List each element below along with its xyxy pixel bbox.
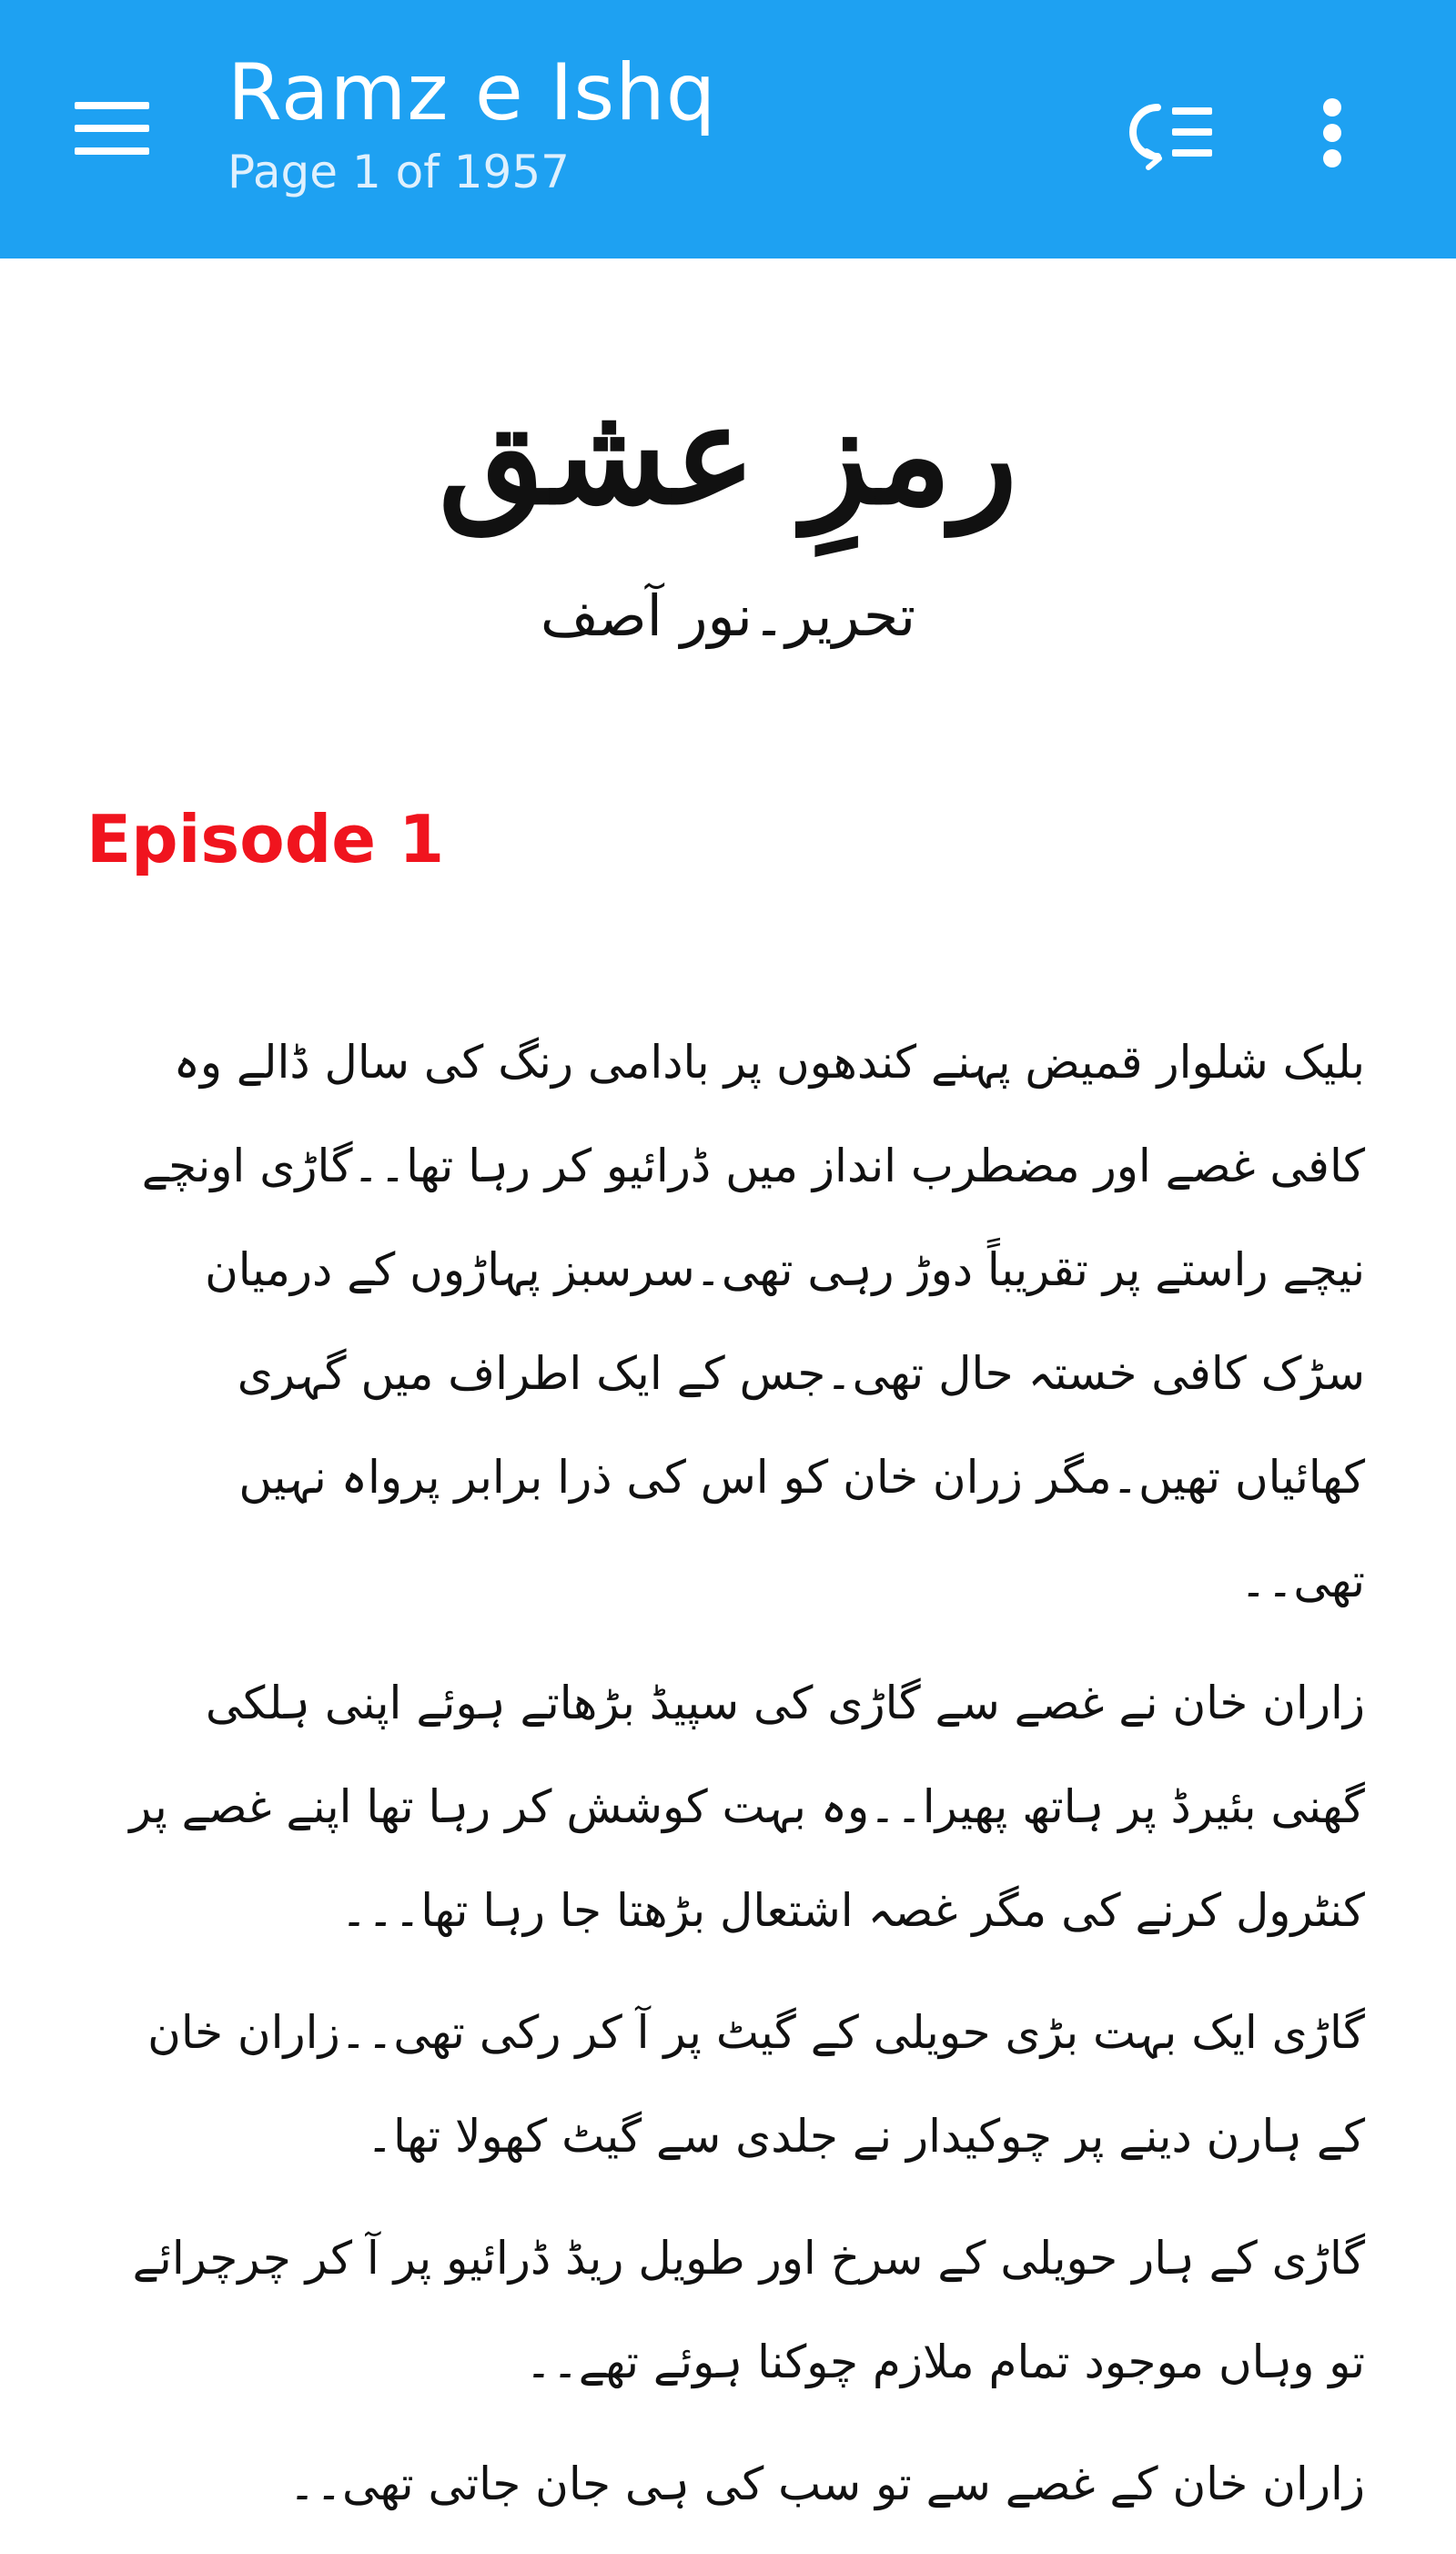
menu-icon-bar-middle	[75, 125, 149, 132]
menu-icon-bar-bottom	[75, 147, 149, 155]
book-title: رمزِ عشق	[438, 375, 1018, 535]
app-bar	[0, 0, 1456, 258]
story-paragraph: گاڑی ایک بہت بڑی حویلی کے گیٹ پر آ کر رکی تھی۔۔زاران خان کے ہارن دینے پر چوکیدار نے جلدی سے گیٹ کھولا تھا۔	[147, 2006, 1365, 2163]
app-title-block	[228, 46, 716, 202]
episode-heading: Episode 1	[86, 801, 445, 877]
more-vertical-icon-dot	[1323, 149, 1341, 167]
app-title: Ramz e Ishq	[228, 47, 717, 138]
story-paragraph: زاران خان نے غصے سے گاڑی کی سپیڈ بڑھاتے ہوئے اپنی ہلکی گھنی بئیرڈ پر ہاتھ پھیرا۔۔وہ بہت کوشش کر رہا تھا اپنے غصے پر کنٹرول کرنے کی مگر غصہ اشتعال بڑھتا جا رہا تھا۔۔۔	[129, 1677, 1365, 1937]
table-of-contents-icon	[1121, 91, 1221, 173]
menu-button[interactable]	[71, 98, 153, 158]
more-options-button[interactable]	[1301, 87, 1365, 178]
story-paragraph: بلیک شلوار قمیض پہنے کندھوں پر بادامی رنگ کی سال ڈالے وہ کافی غصے اور مضطرب انداز میں ڈرائیو کر رہا تھا۔۔گاڑی اونچے نیچے راستے پر تقریباً دوڑ رہی تھی۔سرسبز پہاڑوں کے درمیان سڑک کافی خستہ حال تھی۔جس کے ایک اطراف میں گہری کھائیاں تھیں۔مگر زران خان کو اس کی ذرا برابر پرواہ نہیں تھی۔۔	[141, 1036, 1365, 1607]
menu-icon-bar-top	[75, 102, 149, 109]
page-indicator: Page 1 of 1957	[228, 146, 570, 198]
story-paragraph: گاڑی کے ہار حویلی کے سرخ اور طویل ریڈ ڈرائیو پر آ کر چرچرائے تو وہاں موجود تمام ملازم چوکنا ہوئے تھے۔۔	[132, 2232, 1365, 2388]
author-line: تحریر۔نور آصف	[540, 583, 916, 649]
story-text	[100, 1010, 1365, 2554]
table-of-contents-button[interactable]	[1121, 91, 1221, 173]
story-paragraph: زاران خان کے غصے سے تو سب کی ہی جان جاتی تھی۔۔	[288, 2458, 1365, 2510]
more-vertical-icon-dot	[1323, 124, 1341, 142]
more-vertical-icon-dot	[1323, 98, 1341, 117]
